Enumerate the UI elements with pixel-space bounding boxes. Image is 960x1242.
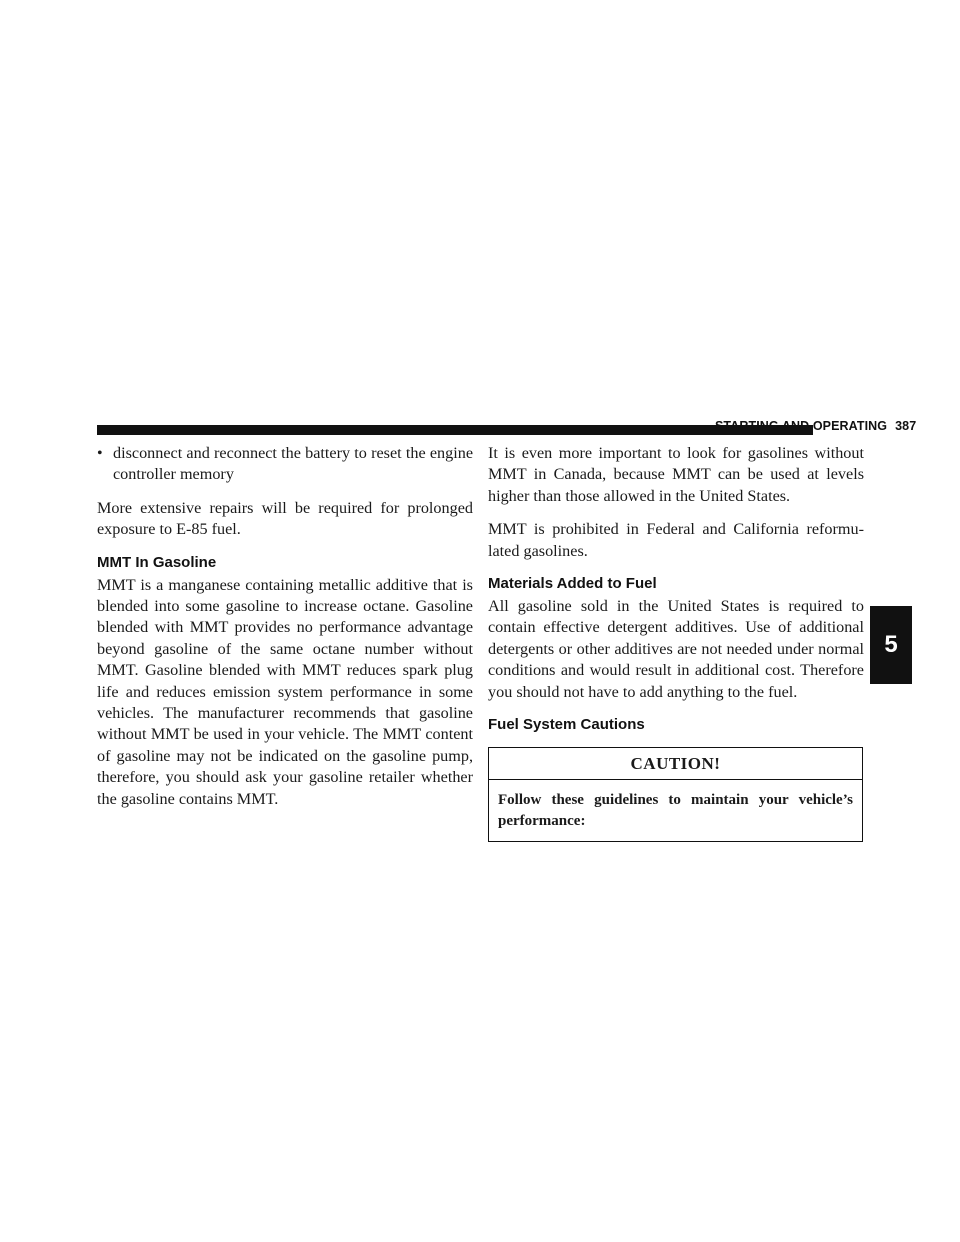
header-rule bbox=[97, 425, 813, 435]
paragraph-materials: All gasoline sold in the United States is required to contain effective detergent additives. Use of additional detergents or other additives are not needed under normal conditions and would result in additional cost. Therefore you should not have to add anything to the fuel. bbox=[488, 597, 864, 701]
page-number: 387 bbox=[895, 419, 917, 433]
bullet-text: disconnect and reconnect the battery to reset the engine controller memory bbox=[113, 444, 473, 484]
paragraph-mmt: MMT is a manganese containing metallic additive that is blended into some gasoline to increase octane. Gasoline blended with MMT provides no performance advantage beyond gasoline of the same octane number without MMT. Gasoline blended with MMT reduces spark plug life and reduces emission system performance in some vehicles. The manufacturer recommends that gasoline without MMT be used in your vehicle. The MMT content of gasoline may not be indicated on the gasoline pump, therefore, you should ask your gasoline retailer whether the gasoline contains MMT. bbox=[97, 575, 473, 808]
bullet-item bbox=[97, 443, 473, 486]
paragraph-canada: It is even more important to look for gasolines without MMT in Canada, because MMT can be used at levels higher than those allowed in the United States. bbox=[488, 444, 864, 505]
caution-title: CAUTION! bbox=[489, 748, 862, 780]
caution-box bbox=[488, 747, 863, 842]
paragraph-e85: More extensive repairs will be required for prolonged exposure to E-85 fuel. bbox=[97, 498, 473, 539]
right-column bbox=[488, 443, 864, 842]
chapter-tab: 5 bbox=[870, 606, 912, 684]
heading-materials: Materials Added to Fuel bbox=[488, 575, 657, 593]
paragraph-prohibited: MMT is prohibited in Federal and California reformu-lated gasolines. bbox=[488, 520, 864, 560]
running-header bbox=[715, 419, 917, 433]
left-column bbox=[97, 443, 473, 810]
heading-cautions: Fuel System Cautions bbox=[488, 716, 645, 734]
caution-text: Follow these guidelines to maintain your vehicle’s performance: bbox=[498, 792, 853, 830]
bullet-icon: • bbox=[97, 445, 103, 462]
section-title: STARTING AND OPERATING bbox=[715, 419, 888, 433]
heading-mmt: MMT In Gasoline bbox=[97, 553, 217, 571]
